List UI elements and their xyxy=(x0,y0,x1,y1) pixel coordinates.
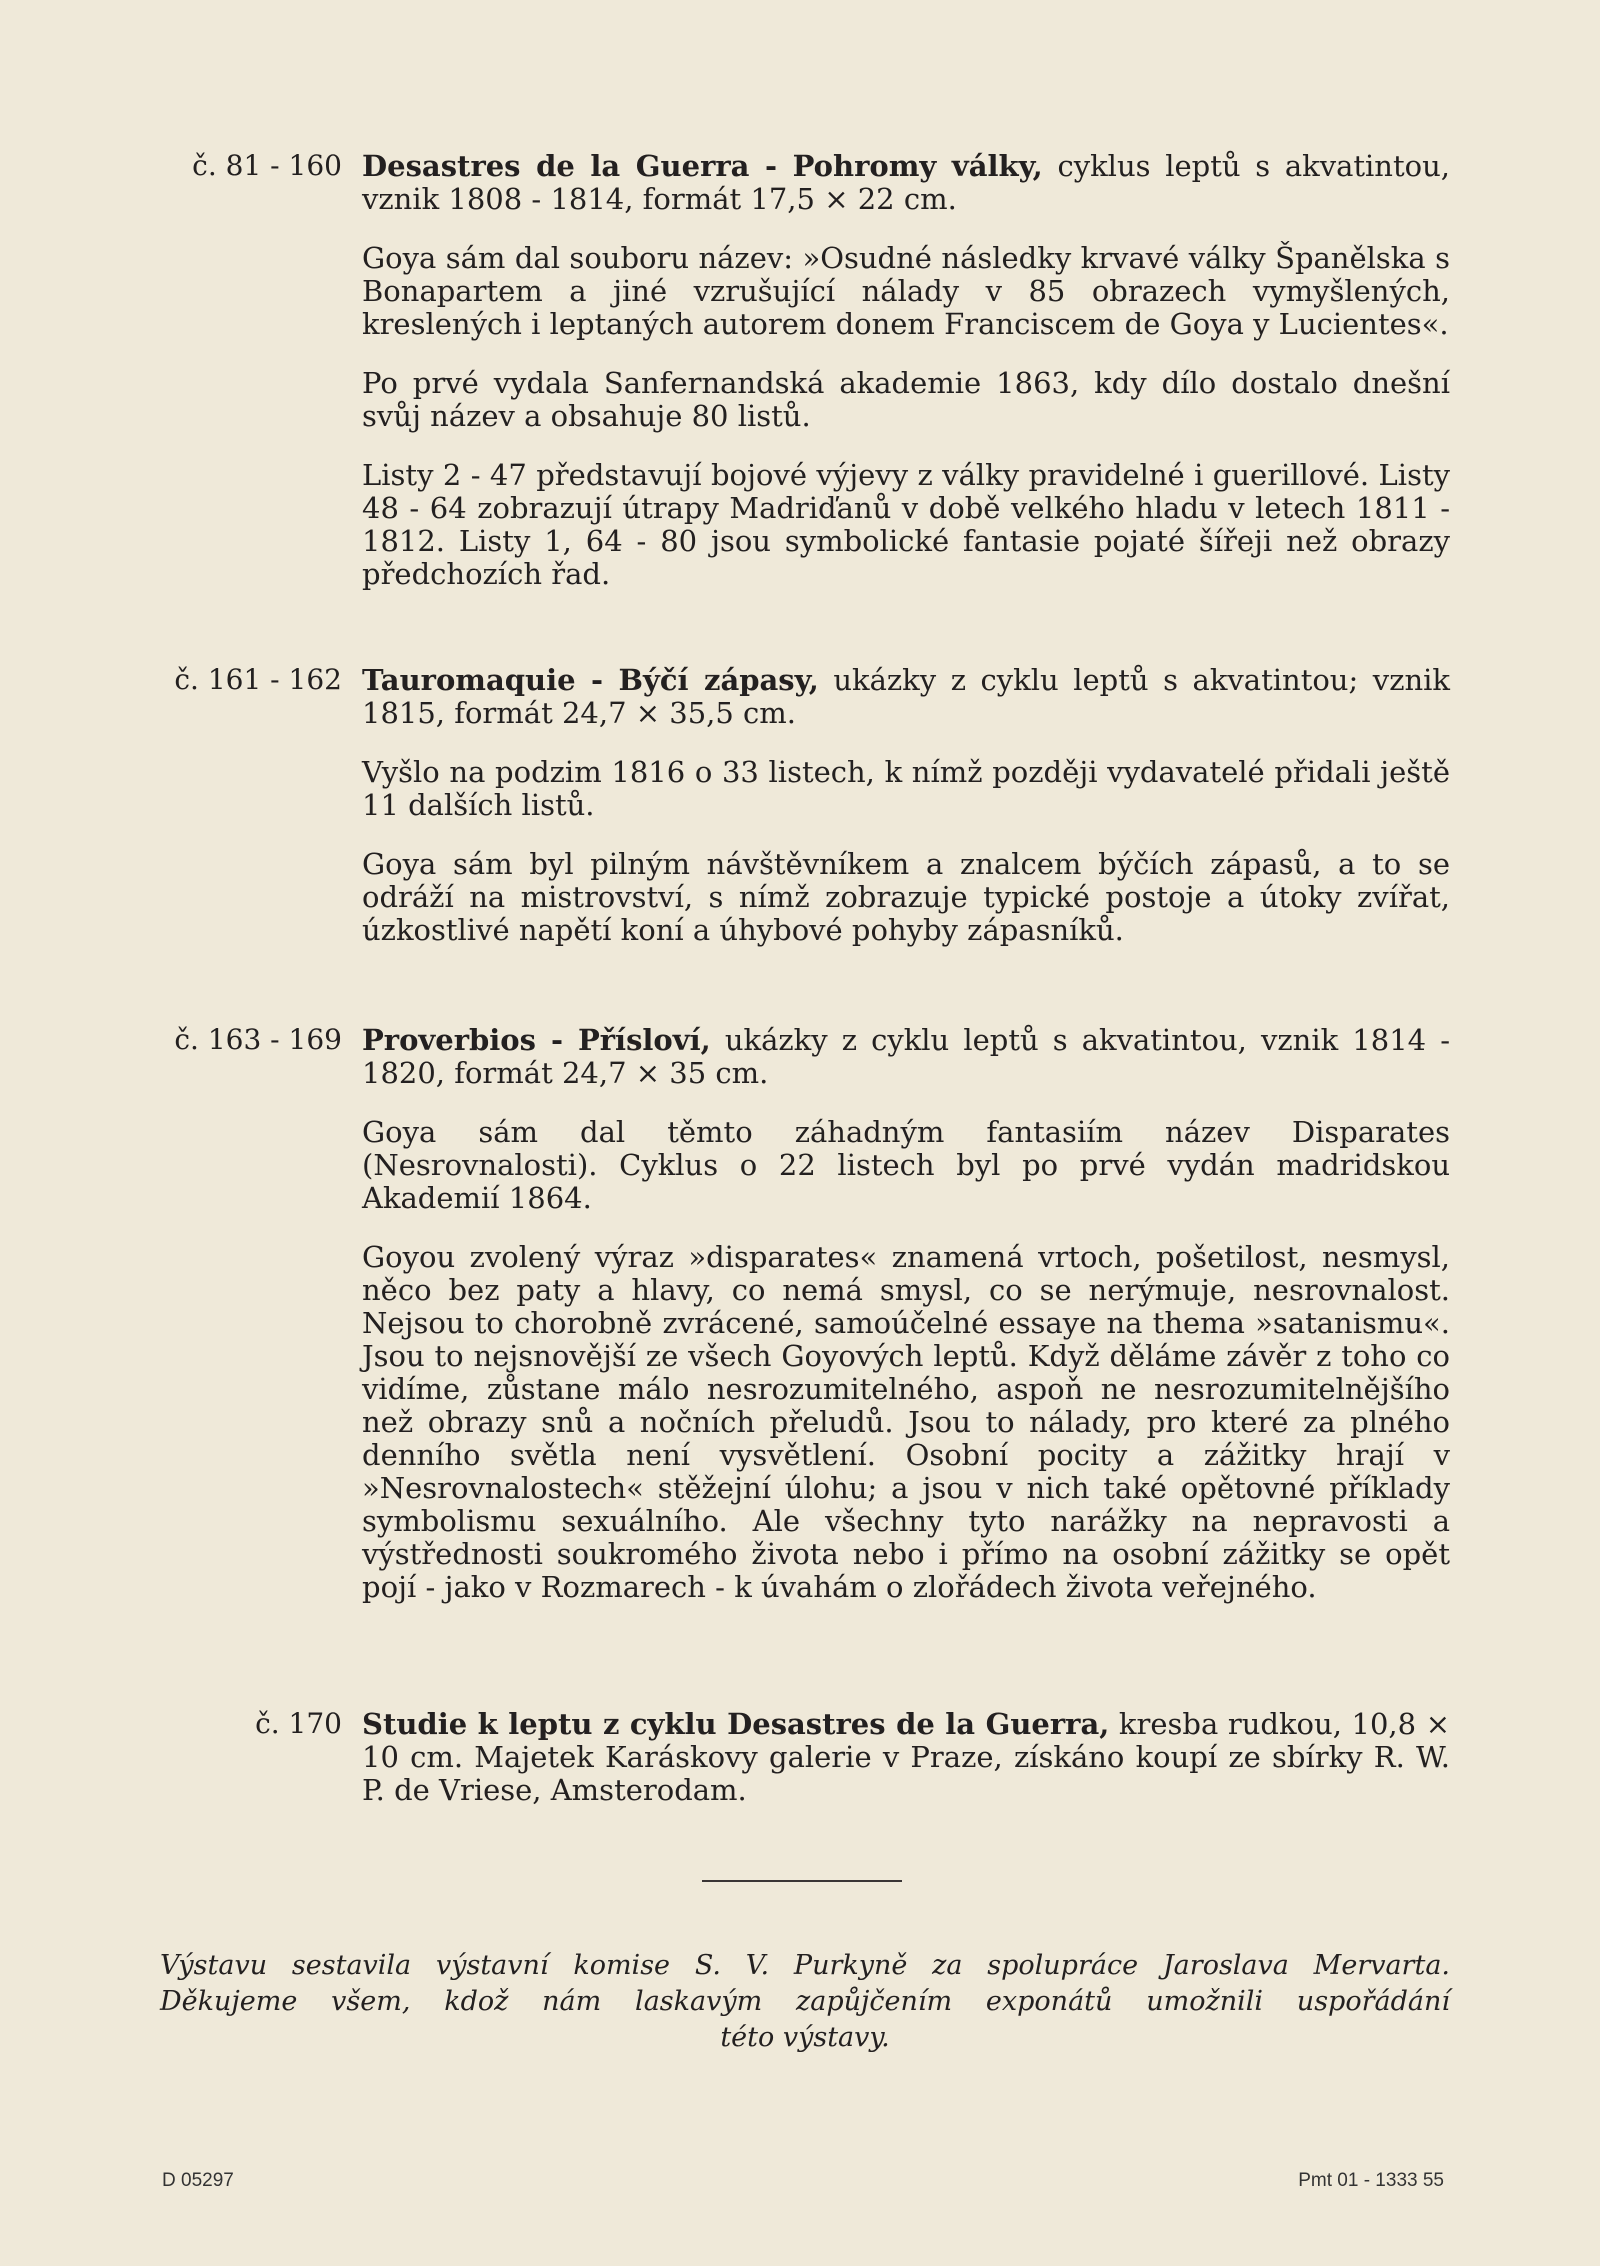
credits-line: této výstavy. xyxy=(720,2022,890,2053)
credits-line: Děkujeme všem, kdož nám laskavým zapůjčením exponátů umožnili uspořádání xyxy=(160,1986,1450,2017)
entry-paragraph: Vyšlo na podzim 1816 o 33 listech, k nímž později vydavatelé přidali ještě 11 dalších listů. xyxy=(362,755,1450,822)
separator-rule xyxy=(702,1880,902,1882)
print-code-left: D 05297 xyxy=(162,2170,234,2191)
entry-title: Studie k leptu z cyklu Desastres de la Guerra, xyxy=(362,1707,1110,1741)
entry-paragraph: Listy 2 - 47 představují bojové výjevy z války pravidelné i guerillové. Listy 48 - 64 zobrazují útrapy Madriďanů v době velkého hladu v letech 1811 - 1812. Listy 1, 64 - 80 jsou symbolické fantasie pojaté šířeji než obrazy předchozích řad. xyxy=(362,458,1450,591)
credits-block xyxy=(160,1948,1450,2056)
entry-lead: cyklus leptů s akvatintou, vznik 1808 - 1814, formát 17,5 × 22 cm. xyxy=(362,149,1450,216)
entry-heading xyxy=(362,150,1450,216)
entry-number: č. 161 - 162 xyxy=(174,663,342,696)
credits-line: Výstavu sestavila výstavní komise S. V. Purkyně za spolupráce Jaroslava Mervarta. xyxy=(160,1950,1450,1981)
entry-number: č. 81 - 160 xyxy=(192,149,342,182)
entry-heading xyxy=(362,1024,1450,1090)
entry-title: Desastres de la Guerra - Pohromy války, xyxy=(362,149,1043,183)
entry-lead: ukázky z cyklu leptů s akvatintou; vznik 1815, formát 24,7 × 35,5 cm. xyxy=(362,663,1450,730)
entry-title: Tauromaquie - Býčí zápasy, xyxy=(362,663,819,697)
entry-lead: ukázky z cyklu leptů s akvatintou, vznik 1814 - 1820, formát 24,7 × 35 cm. xyxy=(362,1023,1450,1090)
entry-number: č. 163 - 169 xyxy=(174,1023,342,1056)
entry-paragraph: Goya sám dal souboru název: »Osudné následky krvavé války Španělska s Bonapartem a jiné vzrušující nálady v 85 obrazech vymyšlených, kreslených i leptaných autorem donem Franciscem de Goya y Lucientes«. xyxy=(362,241,1450,341)
entry-paragraph: Goya sám dal těmto záhadným fantasiím název Disparates (Nesrovnalosti). Cyklus o 22 listech byl po prvé vydán madridskou Akademií 1864. xyxy=(362,1115,1450,1215)
entry-heading xyxy=(362,664,1450,730)
print-code-right: Pmt 01 - 1333 55 xyxy=(1298,2170,1444,2191)
entry-title: Proverbios - Přísloví, xyxy=(362,1023,711,1057)
entry-paragraph: Goyou zvolený výraz »disparates« znamená vrtoch, pošetilost, nesmysl, něco bez paty a hlavy, co nemá smysl, co se nerýmuje, nesrovnalost. Nejsou to chorobně zvrácené, samoúčelné essaye na thema »satanismu«. Jsou to nejsnovější ze všech Goyových leptů. Když děláme závěr z toho co vidíme, zůstane málo nesrozumitelného, aspoň ne nesrozumitelnějšího než obrazy snů a nočních přeludů. Jsou to nálady, pro které za plného denního světla není vysvětlení. Osobní pocity a zážitky hrají v »Nesrovnalostech« stěžejní úlohu; a jsou v nich také opětovné příklady symbolismu sexuálního. Ale všechny tyto narážky na nepravosti a výstřednosti soukromého života nebo i přímo na osobní zážitky se opět pojí - jako v Rozmarech - k úvahám o zlořádech života veřejného. xyxy=(362,1240,1450,1604)
entry-heading xyxy=(362,1708,1450,1807)
entry-lead: kresba rudkou, 10,8 × 10 cm. Majetek Karáskovy galerie v Praze, získáno koupí ze sbírky R. W. P. de Vriese, Amsterodam. xyxy=(362,1707,1450,1807)
entry-number: č. 170 xyxy=(255,1707,342,1740)
entry-paragraph: Goya sám byl pilným návštěvníkem a znalcem býčích zápasů, a to se odráží na mistrovství, s nímž zobrazuje typické postoje a útoky zvířat, úzkostlivé napětí koní a úhybové pohyby zápasníků. xyxy=(362,847,1450,947)
entry-paragraph: Po prvé vydala Sanfernandská akademie 1863, kdy dílo dostalo dnešní svůj název a obsahuje 80 listů. xyxy=(362,366,1450,433)
